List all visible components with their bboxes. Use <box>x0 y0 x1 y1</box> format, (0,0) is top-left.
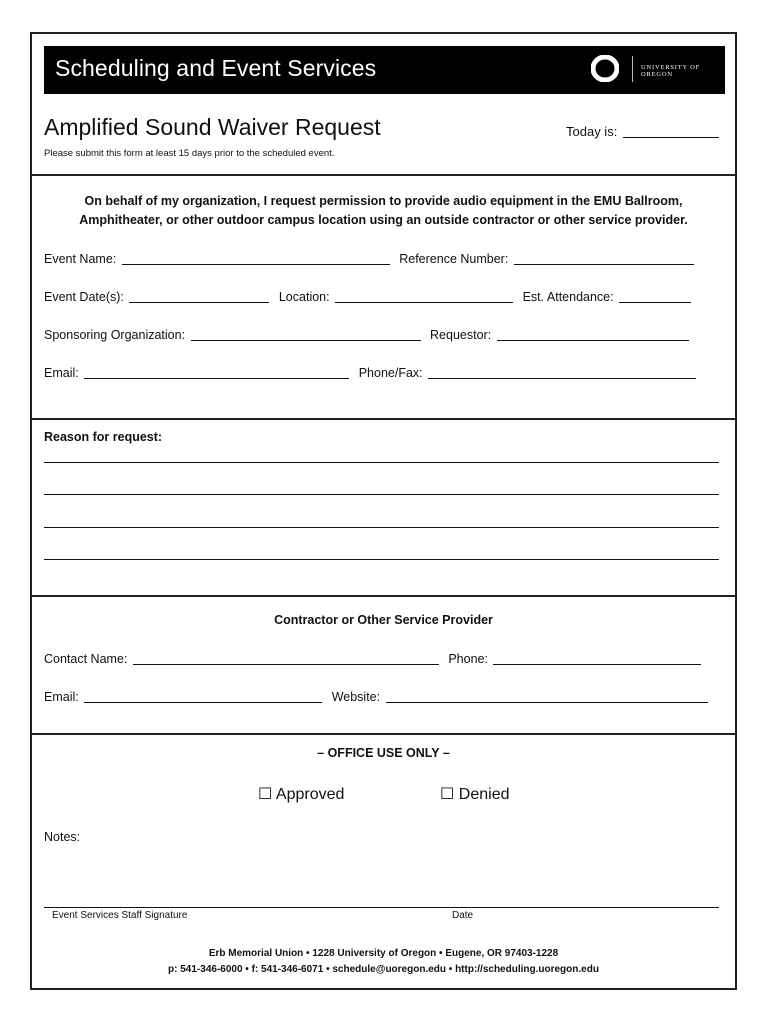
contractor-phone-input-line[interactable] <box>493 651 701 665</box>
footer-contact: p: 541-346-6000 • f: 541-346-6071 • schedule@uoregon.edu • http://scheduling.uoregon.edu <box>168 964 599 975</box>
denied-option[interactable] <box>440 784 510 804</box>
office-use-heading: – OFFICE USE ONLY – <box>317 746 450 760</box>
approved-option[interactable] <box>258 784 344 804</box>
form-subtitle: Please submit this form at least 15 days prior to the scheduled event. <box>44 148 335 159</box>
event-name-label: Event Name: <box>44 252 117 266</box>
contractor-web-row <box>44 689 714 704</box>
requestor-label: Requestor: <box>430 328 492 342</box>
contact-name-label: Contact Name: <box>44 652 128 666</box>
reason-line-3[interactable] <box>44 527 719 528</box>
today-label: Today is: <box>566 124 618 139</box>
intro-line-1: On behalf of my organization, I request permission to provide audio equipment in the EMU Ballroom, <box>84 194 683 208</box>
email-input-line[interactable] <box>84 365 349 379</box>
sponsor-row <box>44 327 695 342</box>
denied-label: Denied <box>458 786 510 803</box>
denied-checkbox[interactable]: ☐ <box>440 786 455 803</box>
staff-signature-label: Event Services Staff Signature <box>52 910 188 921</box>
event-dates-input-line[interactable] <box>129 289 269 303</box>
logo-text: UNIVERSITY OF OREGON <box>641 64 701 78</box>
reason-line-2[interactable] <box>44 494 719 495</box>
section-divider <box>32 733 735 735</box>
today-field[interactable] <box>566 124 725 139</box>
date-label: Date <box>452 910 474 921</box>
contact-name-input-line[interactable] <box>133 651 439 665</box>
reference-number-input-line[interactable] <box>514 251 694 265</box>
approved-checkbox[interactable]: ☐ <box>258 786 273 803</box>
location-label: Location: <box>278 290 330 304</box>
reason-label: Reason for request: <box>44 430 163 444</box>
contractor-email-input-line[interactable] <box>84 689 322 703</box>
location-input-line[interactable] <box>335 289 513 303</box>
header-banner <box>44 46 725 94</box>
notes-label: Notes: <box>44 830 81 844</box>
contractor-email-label: Email: <box>44 690 79 704</box>
section-divider <box>32 174 735 176</box>
logo-divider <box>632 56 633 82</box>
est-attendance-input-line[interactable] <box>619 289 691 303</box>
website-input-line[interactable] <box>386 689 708 703</box>
intro-statement <box>48 192 719 230</box>
contractor-phone-label: Phone: <box>448 652 488 666</box>
section-divider <box>32 595 735 597</box>
today-input-line[interactable] <box>623 124 719 138</box>
approved-label: Approved <box>275 786 345 803</box>
form-title: Amplified Sound Waiver Request <box>44 114 381 140</box>
banner-title: Scheduling and Event Services <box>55 55 377 81</box>
footer-address: Erb Memorial Union • 1228 University of Oregon • Eugene, OR 97403-1228 <box>208 948 559 959</box>
form-frame <box>30 32 737 990</box>
uo-logo-icon <box>591 55 619 82</box>
requestor-input-line[interactable] <box>497 327 689 341</box>
section-divider <box>32 418 735 420</box>
website-label: Website: <box>331 690 381 704</box>
signature-line[interactable] <box>44 907 719 908</box>
event-dates-label: Event Date(s): <box>44 290 124 304</box>
contractor-contact-row <box>44 651 707 666</box>
email-label: Email: <box>44 366 79 380</box>
reason-line-4[interactable] <box>44 559 719 560</box>
contractor-heading: Contractor or Other Service Provider <box>274 613 493 627</box>
contact-row <box>44 365 702 380</box>
sponsoring-org-label: Sponsoring Organization: <box>44 328 186 342</box>
event-name-row <box>44 251 700 266</box>
reference-number-label: Reference Number: <box>399 252 509 266</box>
phone-fax-input-line[interactable] <box>428 365 696 379</box>
phone-fax-label: Phone/Fax: <box>358 366 423 380</box>
reason-line-1[interactable] <box>44 462 719 463</box>
sponsoring-org-input-line[interactable] <box>191 327 421 341</box>
intro-line-2: Amphitheater, or other outdoor campus location using an outside contractor or other service provider. <box>79 213 688 227</box>
event-name-input-line[interactable] <box>122 251 390 265</box>
est-attendance-label: Est. Attendance: <box>522 290 614 304</box>
event-dates-row <box>44 289 697 304</box>
